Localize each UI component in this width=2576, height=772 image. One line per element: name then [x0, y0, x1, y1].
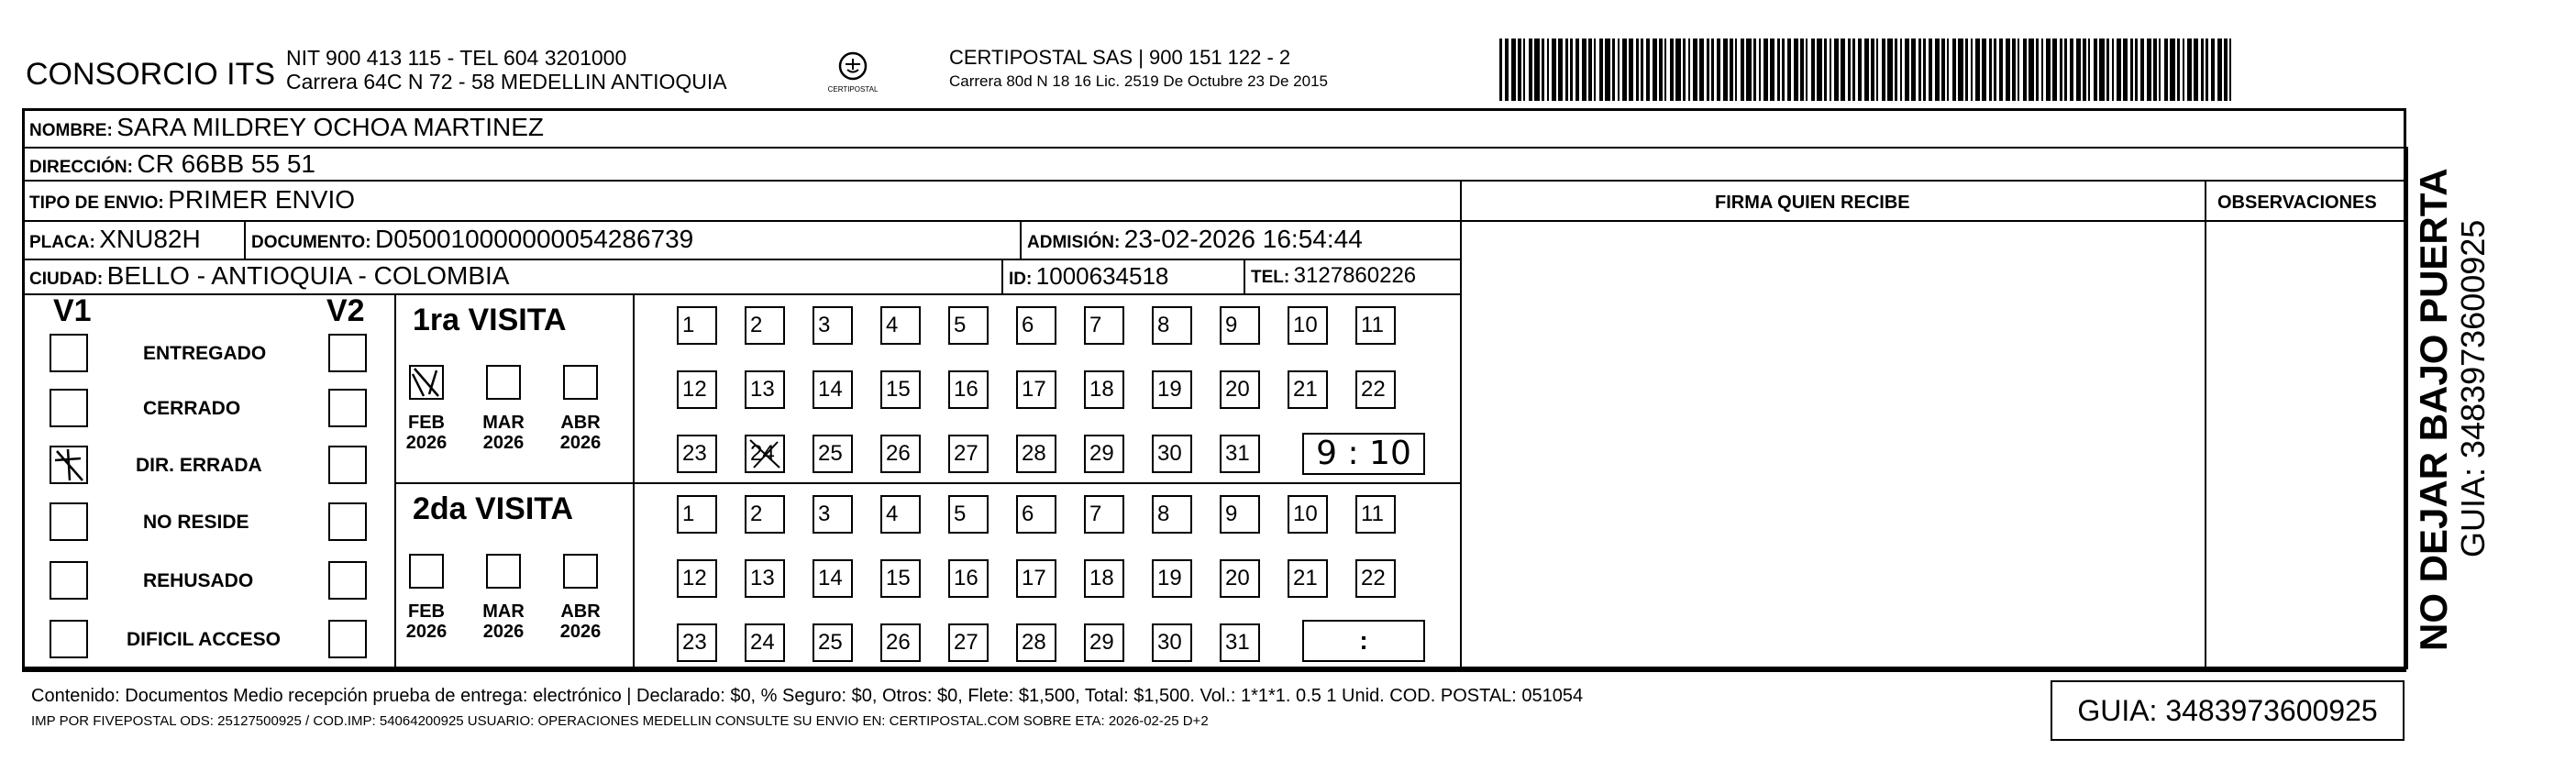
day-box[interactable]: 13	[745, 559, 785, 598]
day-box[interactable]: 15	[880, 370, 921, 409]
barcode-bar	[1800, 39, 1804, 101]
month-label	[476, 413, 531, 453]
v2-checkbox[interactable]	[328, 334, 367, 372]
day-box[interactable]: 24	[745, 435, 785, 473]
barcode-bar	[1529, 39, 1532, 101]
no-dejar-bajo-puerta: NO DEJAR BAJO PUERTA	[2412, 168, 2455, 651]
barcode-bar	[1848, 39, 1851, 101]
day-box[interactable]: 20	[1220, 559, 1260, 598]
barcode-bar	[1918, 39, 1921, 101]
barcode-bar	[2106, 39, 2109, 101]
certipostal-logo	[825, 46, 880, 101]
barcode-bar	[2187, 39, 2192, 101]
day-box[interactable]: 21	[1288, 370, 1328, 409]
barcode-bar	[1646, 39, 1650, 101]
day-box[interactable]: 6	[1016, 495, 1056, 534]
barcode-bar	[1730, 39, 1733, 101]
day-box[interactable]: 4	[880, 495, 921, 534]
barcode-bar	[2012, 39, 2016, 101]
barcode-bar	[1618, 39, 1620, 101]
barcode-bar	[2229, 39, 2231, 101]
barcode-bar	[1876, 39, 1878, 101]
barcode-bar	[1929, 39, 1932, 101]
day-box[interactable]: 27	[948, 435, 989, 473]
month-label	[476, 601, 531, 642]
barcode-bar	[1911, 39, 1916, 101]
barcode-bar	[1787, 39, 1791, 101]
month-checkbox[interactable]	[563, 365, 598, 400]
v2-header: V2	[326, 293, 365, 328]
barcode-bar	[2217, 39, 2222, 101]
day-box[interactable]: 5	[948, 495, 989, 534]
first-visit-title: 1ra VISITA	[413, 303, 567, 337]
barcode-bar	[2224, 39, 2228, 101]
direccion-row	[29, 150, 315, 182]
day-box[interactable]: 18	[1084, 370, 1124, 409]
barcode-bar	[1693, 39, 1697, 101]
day-box[interactable]: 10	[1288, 495, 1328, 534]
status-label: NO RESIDE	[143, 512, 249, 533]
company-nit: NIT 900 413 115 - TEL 604 3201000	[286, 46, 627, 70]
barcode-bar	[1763, 39, 1768, 101]
ciudad-label: CIUDAD:	[29, 270, 104, 289]
day-box[interactable]: 2	[745, 495, 785, 534]
day-box[interactable]: 16	[948, 370, 989, 409]
barcode-bar	[1811, 39, 1815, 101]
status-label: ENTREGADO	[143, 343, 267, 364]
v2-checkbox[interactable]	[328, 561, 367, 600]
day-box[interactable]: 29	[1084, 623, 1124, 662]
rule	[22, 669, 2406, 672]
barcode-bar	[1664, 39, 1666, 101]
barcode-bar	[1759, 39, 1761, 101]
barcode-bar	[2170, 39, 2175, 101]
day-box[interactable]: 28	[1016, 623, 1056, 662]
barcode-bar	[1871, 39, 1874, 101]
barcode-bar	[1905, 39, 1909, 101]
barcode-bar	[1565, 39, 1568, 101]
rule	[1244, 259, 1245, 293]
barcode-bar	[1982, 39, 1986, 101]
nombre-row	[29, 114, 544, 146]
day-box[interactable]: 9	[1220, 306, 1260, 345]
day-box[interactable]: 2	[745, 306, 785, 345]
barcode-bar	[1659, 39, 1663, 101]
rule	[22, 147, 2406, 149]
id-label: ID:	[1009, 270, 1033, 289]
day-box[interactable]: 9	[1220, 495, 1260, 534]
tipo-envio-label: TIPO DE ENVIO:	[29, 193, 164, 213]
barcode-bar	[1958, 39, 1963, 101]
rule	[394, 482, 1460, 484]
barcode-bar	[2140, 39, 2144, 101]
v1-header: V1	[53, 293, 92, 328]
direccion-label: DIRECCIÓN:	[29, 158, 133, 177]
company-name: CONSORCIO ITS	[26, 57, 276, 92]
admision-label: ADMISIÓN:	[1027, 233, 1121, 252]
v2-checkbox[interactable]	[328, 620, 367, 658]
day-box[interactable]: 18	[1084, 559, 1124, 598]
barcode-bar	[1547, 39, 1549, 101]
month-name: MAR	[482, 601, 525, 622]
barcode-bar	[1923, 39, 1926, 101]
day-box[interactable]: 25	[813, 623, 853, 662]
barcode-bar	[1753, 39, 1756, 101]
second-visit-title: 2da VISITA	[413, 491, 574, 526]
day-box[interactable]: 1	[677, 495, 717, 534]
day-box[interactable]: 1	[677, 306, 717, 345]
barcode-bar	[1806, 39, 1808, 101]
month-checkbox[interactable]	[409, 365, 444, 400]
barcode-bar	[2029, 39, 2034, 101]
certipostal-license: Carrera 80d N 18 16 Lic. 2519 De Octubre 23 De 2015	[949, 72, 1328, 90]
rule	[1001, 259, 1003, 293]
admision-row	[1027, 226, 1363, 258]
documento-label: DOCUMENTO:	[251, 233, 371, 252]
day-mark	[746, 436, 783, 471]
v1-checkbox[interactable]	[50, 561, 88, 600]
day-box[interactable]: 20	[1220, 370, 1260, 409]
month-checkbox[interactable]	[486, 365, 521, 400]
barcode-bar	[2159, 39, 2161, 101]
documento-value: D050010000000054286739	[375, 225, 694, 253]
barcode-bar	[2117, 39, 2121, 101]
v1-checkbox[interactable]	[50, 620, 88, 658]
ciudad-row	[29, 262, 509, 294]
day-box[interactable]: 3	[813, 306, 853, 345]
certipostal-nit: CERTIPOSTAL SAS | 900 151 122 - 2	[949, 46, 1291, 69]
rule	[22, 180, 2406, 182]
tipo-envio-row	[29, 186, 355, 218]
barcode-bar	[1741, 39, 1744, 101]
month-year: 2026	[482, 433, 525, 453]
barcode	[1499, 39, 2233, 101]
barcode-bar	[1511, 39, 1516, 101]
day-box[interactable]: 22	[1355, 559, 1396, 598]
barcode-bar	[1570, 39, 1573, 101]
barcode-bar	[1841, 39, 1845, 101]
rule	[1020, 220, 1022, 259]
barcode-bar	[2112, 39, 2114, 101]
barcode-bar	[2177, 39, 2180, 101]
month-name: FEB	[408, 601, 445, 622]
tel-row	[1251, 262, 1416, 292]
barcode-bar	[2164, 39, 2168, 101]
barcode-bar	[1552, 39, 1556, 101]
rule	[244, 220, 246, 259]
barcode-bar	[2099, 39, 2105, 101]
day-box[interactable]: 6	[1016, 306, 1056, 345]
day-box[interactable]: 8	[1152, 306, 1192, 345]
barcode-bar	[2023, 39, 2027, 101]
day-box[interactable]: 17	[1016, 370, 1056, 409]
barcode-bar	[2088, 39, 2090, 101]
day-box[interactable]: 10	[1288, 306, 1328, 345]
barcode-bar	[1599, 39, 1603, 101]
month-name: ABR	[560, 601, 601, 622]
barcode-bar	[1830, 39, 1831, 101]
month-name: FEB	[408, 413, 445, 433]
status-label: DIFICIL ACCESO	[127, 629, 282, 650]
barcode-bar	[1975, 39, 1980, 101]
barcode-bar	[2006, 39, 2010, 101]
company-info	[286, 46, 727, 94]
month-name: MAR	[482, 413, 525, 433]
barcode-bar	[1824, 39, 1827, 101]
day-box[interactable]: 17	[1016, 559, 1056, 598]
admision-value: 23-02-2026 16:54:44	[1123, 225, 1363, 253]
month-year: 2026	[559, 433, 602, 453]
barcode-bar	[2036, 39, 2039, 101]
day-box[interactable]: 24	[745, 623, 785, 662]
day-box[interactable]: 30	[1152, 623, 1192, 662]
day-box[interactable]: 14	[813, 559, 853, 598]
barcode-bar	[2123, 39, 2128, 101]
barcode-bar	[1707, 39, 1709, 101]
barcode-bar	[1999, 39, 2003, 101]
barcode-bar	[1588, 39, 1592, 101]
barcode-bar	[1817, 39, 1822, 101]
logo-wordmark: CERTIPOSTAL	[827, 85, 879, 94]
barcode-bar	[1947, 39, 1949, 101]
barcode-bar	[1900, 39, 1902, 101]
barcode-bar	[2076, 39, 2081, 101]
v1-checkbox[interactable]	[50, 502, 88, 541]
barcode-bar	[1777, 39, 1780, 101]
month-label	[553, 413, 608, 453]
barcode-bar	[1641, 39, 1643, 101]
observaciones-label: OBSERVACIONES	[2217, 193, 2377, 213]
barcode-bar	[1971, 39, 1973, 101]
month-name: ABR	[560, 413, 601, 433]
v2-checkbox[interactable]	[328, 446, 367, 484]
rule	[1460, 180, 1462, 669]
documento-row	[251, 226, 693, 258]
day-box[interactable]: 3	[813, 495, 853, 534]
day-box[interactable]: 5	[948, 306, 989, 345]
month-label	[553, 601, 608, 642]
barcode-bar	[2018, 39, 2019, 101]
barcode-bar	[1717, 39, 1720, 101]
barcode-bar	[1711, 39, 1714, 101]
day-box[interactable]: 29	[1084, 435, 1124, 473]
status-label: REHUSADO	[143, 570, 254, 591]
barcode-bar	[1534, 39, 1540, 101]
placa-row	[29, 226, 201, 258]
placa-value: XNU82H	[99, 225, 201, 253]
barcode-bar	[1858, 39, 1862, 101]
barcode-bar	[2147, 39, 2151, 101]
barcode-bar	[1542, 39, 1544, 101]
rule	[22, 220, 2406, 222]
barcode-bar	[1582, 39, 1587, 101]
status-label: DIR. ERRADA	[136, 455, 262, 476]
day-box[interactable]: 7	[1084, 306, 1124, 345]
barcode-bar	[1575, 39, 1579, 101]
firma-label: FIRMA QUIEN RECIBE	[1715, 193, 1910, 213]
barcode-bar	[1675, 39, 1681, 101]
day-box[interactable]: 16	[948, 559, 989, 598]
barcode-bar	[1653, 39, 1657, 101]
barcode-bar	[1994, 39, 1996, 101]
barcode-bar	[1882, 39, 1885, 101]
barcode-bar	[1622, 39, 1627, 101]
month-label	[399, 413, 454, 453]
month-year: 2026	[405, 433, 448, 453]
placa-label: PLACA:	[29, 233, 95, 252]
barcode-bar	[2153, 39, 2157, 101]
barcode-bar	[2060, 39, 2062, 101]
barcode-bar	[2094, 39, 2097, 101]
certipostal-info	[949, 46, 1328, 94]
barcode-bar	[2046, 39, 2051, 101]
barcode-bar	[1735, 39, 1737, 101]
barcode-bar	[2135, 39, 2138, 101]
v2-checkbox[interactable]	[328, 502, 367, 541]
barcode-bar	[1629, 39, 1633, 101]
day-box[interactable]: 21	[1288, 559, 1328, 598]
barcode-bar	[1852, 39, 1855, 101]
day-box[interactable]: 7	[1084, 495, 1124, 534]
day-box[interactable]: 19	[1152, 559, 1192, 598]
barcode-bar	[1770, 39, 1774, 101]
barcode-bar	[2070, 39, 2073, 101]
month-checkbox[interactable]	[563, 554, 598, 589]
tel-value: 3127860226	[1293, 263, 1417, 288]
day-box[interactable]: 23	[677, 435, 717, 473]
barcode-bar	[1834, 39, 1839, 101]
day-box[interactable]: 28	[1016, 435, 1056, 473]
day-box[interactable]: 8	[1152, 495, 1192, 534]
barcode-bar	[1499, 39, 1502, 101]
day-box[interactable]: 11	[1355, 306, 1396, 345]
barcode-bar	[1670, 39, 1674, 101]
id-value: 1000634518	[1035, 262, 1169, 290]
rule	[633, 293, 635, 669]
barcode-bar	[1523, 39, 1525, 101]
day-box[interactable]: 25	[813, 435, 853, 473]
barcode-bar	[2052, 39, 2057, 101]
barcode-bar	[1612, 39, 1615, 101]
side-guia-number: GUIA: 3483973600925	[2454, 219, 2492, 557]
company-address: Carrera 64C N 72 - 58 MEDELLIN ANTIOQUIA	[286, 70, 727, 94]
barcode-bar	[2083, 39, 2086, 101]
barcode-bar	[1699, 39, 1704, 101]
status-label: CERRADO	[143, 398, 241, 419]
nombre-value: SARA MILDREY OCHOA MARTINEZ	[116, 113, 544, 141]
day-box[interactable]: 13	[745, 370, 785, 409]
barcode-bar	[1683, 39, 1686, 101]
barcode-bar	[1746, 39, 1752, 101]
v1-checkbox[interactable]	[50, 446, 88, 484]
second-visit-time[interactable]: :	[1302, 620, 1425, 662]
day-box[interactable]: 14	[813, 370, 853, 409]
month-year: 2026	[559, 622, 602, 642]
barcode-bar	[1965, 39, 1968, 101]
day-box[interactable]: 27	[948, 623, 989, 662]
label-frame	[22, 108, 2406, 669]
rule	[2406, 147, 2408, 669]
id-row	[1009, 262, 1168, 294]
print-info-line: IMP POR FIVEPOSTAL ODS: 25127500925 / COD.IMP: 54064200925 USUARIO: OPERACIONES MEDELLIN CONSULTE SU ENVIO EN: CERTIPOSTAL.COM SOBRE ETA: 2026-02-25 D+2	[31, 713, 1209, 729]
barcode-bar	[1952, 39, 1956, 101]
rule	[394, 293, 396, 669]
barcode-bar	[1723, 39, 1728, 101]
day-box[interactable]: 12	[677, 559, 717, 598]
day-box[interactable]: 19	[1152, 370, 1192, 409]
barcode-bar	[1605, 39, 1610, 101]
barcode-bar	[1864, 39, 1869, 101]
guia-number: GUIA: 3483973600925	[2051, 680, 2405, 741]
day-box[interactable]: 23	[677, 623, 717, 662]
day-box[interactable]: 31	[1220, 435, 1260, 473]
month-checkbox[interactable]	[486, 554, 521, 589]
direccion-value: CR 66BB 55 51	[137, 149, 315, 178]
barcode-bar	[1594, 39, 1596, 101]
ciudad-value: BELLO - ANTIOQUIA - COLOMBIA	[106, 261, 510, 290]
v1-checkbox[interactable]	[50, 389, 88, 427]
barcode-bar	[1794, 39, 1798, 101]
barcode-bar	[2201, 39, 2204, 101]
barcode-bar	[1935, 39, 1940, 101]
barcode-bar	[1636, 39, 1639, 101]
barcode-bar	[2206, 39, 2208, 101]
barcode-bar	[1941, 39, 1945, 101]
tipo-envio-value: PRIMER ENVIO	[168, 185, 356, 214]
barcode-bar	[1782, 39, 1785, 101]
day-box[interactable]: 12	[677, 370, 717, 409]
day-box[interactable]: 22	[1355, 370, 1396, 409]
day-box[interactable]: 4	[880, 306, 921, 345]
barcode-bar	[1688, 39, 1690, 101]
barcode-bar	[2041, 39, 2043, 101]
barcode-bar	[1505, 39, 1509, 101]
barcode-bar	[1518, 39, 1521, 101]
barcode-bar	[2194, 39, 2198, 101]
rule	[2205, 180, 2206, 669]
barcode-bar	[2183, 39, 2184, 101]
month-year: 2026	[482, 622, 525, 642]
day-box[interactable]: 15	[880, 559, 921, 598]
barcode-bar	[1887, 39, 1893, 101]
contents-line: Contenido: Documentos Medio recepción prueba de entrega: electrónico | Declarado: $0, % Seguro: $0, Otros: $0, Flete: $1,500, Total: $1,500. Vol.: 1*1*1. 0.5 1 Unid. COD. POSTAL: 051054	[31, 686, 1584, 706]
barcode-bar	[1989, 39, 1992, 101]
barcode-bar	[1558, 39, 1563, 101]
barcode-bar	[2064, 39, 2067, 101]
barcode-bar	[2211, 39, 2215, 101]
barcode-bar	[1895, 39, 1897, 101]
v1-checkbox[interactable]	[50, 334, 88, 372]
v2-checkbox[interactable]	[328, 389, 367, 427]
month-label	[399, 601, 454, 642]
month-checkbox[interactable]	[409, 554, 444, 589]
nombre-label: NOMBRE:	[29, 121, 113, 140]
tel-label: TEL:	[1251, 268, 1290, 287]
day-box[interactable]: 26	[880, 435, 921, 473]
day-box[interactable]: 26	[880, 623, 921, 662]
day-box[interactable]: 30	[1152, 435, 1192, 473]
barcode-bar	[2130, 39, 2133, 101]
day-box[interactable]: 11	[1355, 495, 1396, 534]
month-year: 2026	[405, 622, 448, 642]
day-box[interactable]: 31	[1220, 623, 1260, 662]
first-visit-time[interactable]: 9 : 10	[1302, 433, 1425, 475]
